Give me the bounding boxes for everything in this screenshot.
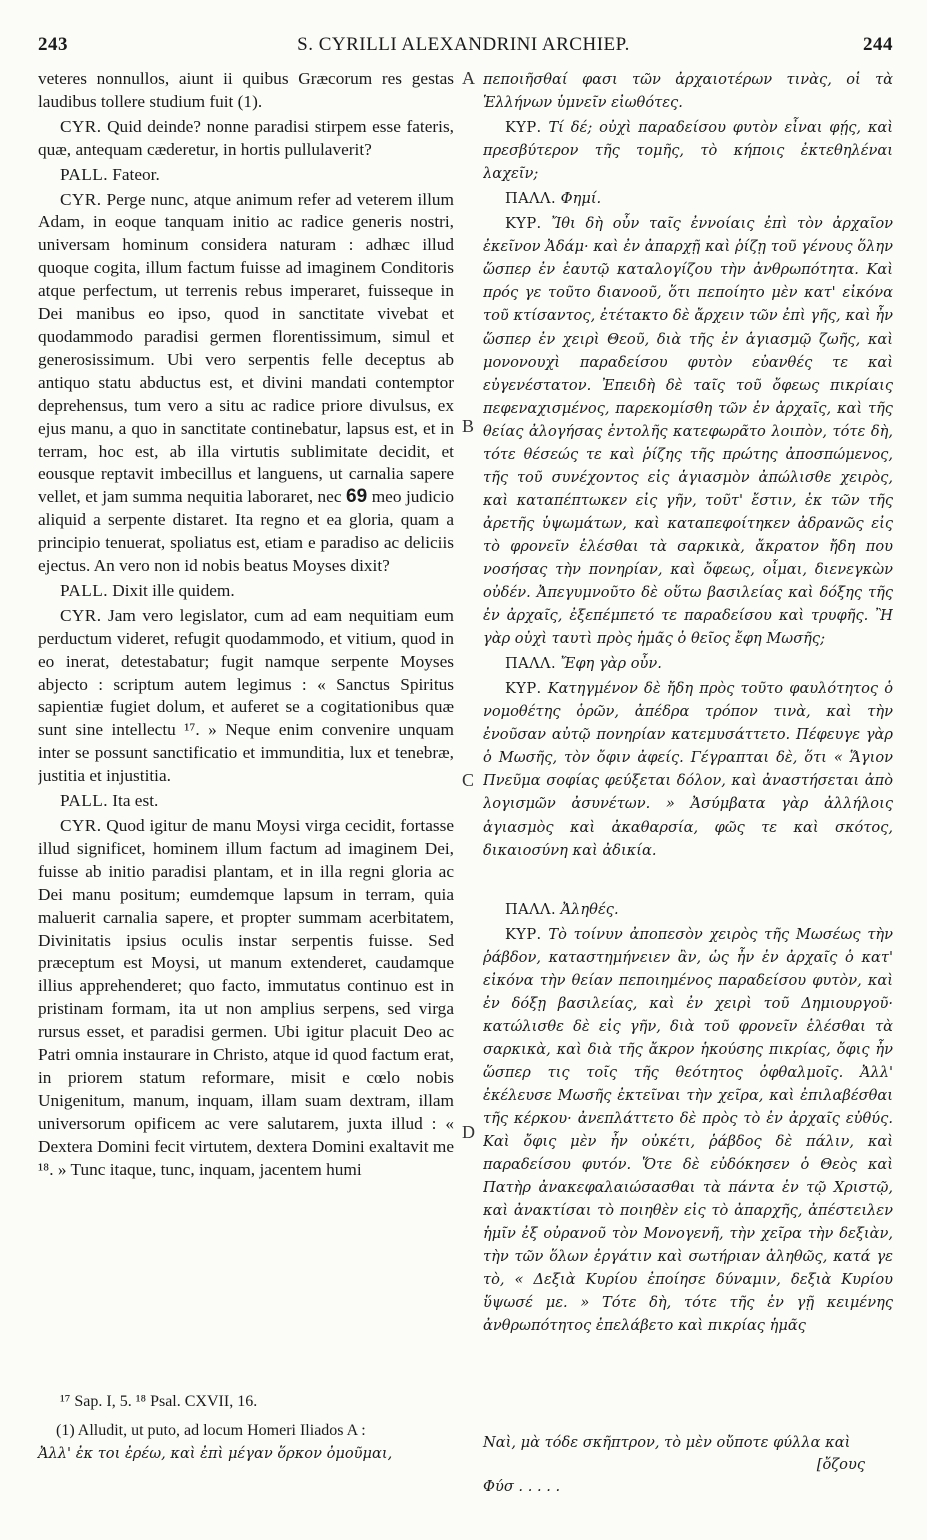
latin-paragraph [38,68,454,114]
speaker-label: ΠΑΛΛ. [505,655,556,673]
speaker-label: ΠΑΛΛ. [505,900,556,918]
speaker-label: ΚΥΡ. [505,215,542,233]
latin-paragraph [38,580,454,603]
latin-text: Jam vero legislator, cum ad eam nequitiam eum perductum videret, refugit quodammodo, et vitium, quod in eo inerat, detestabatur; fugit namque serpente Moyses abjecto : scriptum autem legimus : « Sanctus Spiritus sapientiæ fugiet dolum, et auferet se a cogitationibus quæ sunt sine intellectu ¹⁷. » Neque enim convenire unquam inter se possunt sanctificatio et immunditia, lux et tenebræ, justitia et injustitia. [38,605,454,786]
speaker-label: CYR. [60,189,102,209]
greek-paragraph [483,187,893,210]
greek-paragraph [483,677,893,861]
margin-letter-d: D [462,1122,475,1142]
latin-paragraph [38,790,454,813]
greek-paragraph [483,116,893,185]
latin-column [38,68,454,1380]
latin-text: Ita est. [112,791,159,811]
page-number-right: 244 [863,34,893,55]
greek-text: Ἔφη γὰρ οὖν. [560,655,662,673]
greek-text: Ἀληθές. [560,900,619,918]
greek-text: Κατηγμένον δὲ ἤδη πρὸς τοῦτο φαυλότητος ὁ νομοθέτης ὁρῶν, ἀπέδρα τρόπον τινὰ, καὶ τὴν ἐνοῦσαν αὐτῷ πονηρίαν κατεμυσάττετο. Πέφευγε γὰρ ὁ Μωσῆς, τὸν ὄφιν ἀφείς. Γέγραπται δὲ, ὅτι « Ἅγιον Πνεῦμα σοφίας φεύξεται δόλον, καὶ ἀναστήσεται ἀπὸ λογισμῶν ἀσυνέτων. » Ἀσύμβατα γὰρ ἀλλήλοις ἁγιασμὸς καὶ ἀκαθαρσία, φῶς τε καὶ σκότος, δικαιοσύνη καὶ ἀδικία. [483,680,893,859]
running-title: S. CYRILLI ALEXANDRINI ARCHIEP. [297,34,630,55]
column-number-marker: 69 [346,486,368,508]
footnotes [38,1390,458,1465]
speaker-label: CYR. [60,116,102,136]
latin-text: Quod igitur de manu Moysi virga cecidit, fortasse illud significet, hominem illum factum ad imaginem Dei, fuisse ab initio paradisi plantam, et in illa regni gloria ac Dei manu positum; eumdemque lapsum in terram, quia maluerit carnalia sapere, et propter summam acerbitatem, Divinitatis ipsius oculis instar serpentis fuisse. Sed præceptum est Moysi, ut manum extenderet, caudamque illius apprehenderet; quo facto, immutatus continuo est in pristinam formam, ita ut non amplius serpens, sed virga rursus esset, et paradisi germen. Ubi igitur placuit Deo ac Patri omnia instaurare in Christo, atque id quod factum erat, in priorem statum reformare, misit e cœlo nobis Unigenitum, manum, inquam, illam suam dextram, illam universorum opificem ac vere salutarem, juxta illud : « Dextera Domini fecit virtutem, dextera Domini exaltavit me ¹⁸. » Tunc itaque, tunc, inquam, jacentem humi [38,816,454,1179]
homer-quote-continuation: [ὄζους [816,1456,865,1473]
speaker-label: PALL. [60,791,108,811]
speaker-label: PALL. [60,580,108,600]
margin-letter-a: A [462,68,475,88]
speaker-label: ΚΥΡ. [505,680,542,698]
greek-paragraph [483,212,893,650]
speaker-label: PALL. [60,164,108,184]
speaker-label: CYR. [60,816,102,835]
latin-paragraph [38,189,454,578]
latin-text: Fateor. [112,164,160,184]
speaker-label: ΠΑΛΛ. [505,190,556,208]
speaker-label: ΚΥΡ. [505,925,542,943]
greek-text: πεποιῆσθαί φασι τῶν ἀρχαιοτέρων τινὰς, οἱ τὰ Ἑλλήνων ὑμνεῖν εἰωθότες. [483,71,893,112]
scripture-references: ¹⁷ Sap. I, 5. ¹⁸ Psal. CXVII, 16. [60,1393,258,1410]
speaker-label: ΚΥΡ. [505,119,542,137]
greek-text: Φημί. [560,190,602,208]
greek-text: Τί δέ; οὐχὶ παραδείσου φυτὸν εἶναι φῄς, καὶ πρεσβύτερον τῆς τομῆς, τὸ κήποις ἐκτεθηλέναι λαχεῖν; [483,119,893,183]
greek-paragraph [483,652,893,675]
homer-quote-line: Φύσ . . . . . [483,1478,561,1495]
running-header [0,34,927,60]
greek-text: Τὸ τοίνυν ἀποπεσὸν χειρὸς τῆς Μωσέως τὴν ῥάβδον, καταστημήνειεν ἂν, ὡς ἦν ἐν ἀρχαῖς ὁ κατ' εἰκόνα τὴν θείαν πεποιημένος παραδείσου φυτὸν, καὶ ἐν δόξῃ βασιλείας, καὶ ἐν χειρὶ τοῦ Δημιουργοῦ· κατώλισθε δὲ εἰς γῆν, διὰ τοῦ φρονεῖν ἑλέσθαι τὰ σαρκικὰ, καὶ διὰ τῆς ἄκρον ἡκούσης πικρίας, ὄφις ἦν ὥσπερ τις τοῖς τῆς θεότητος ὀφθαλμοῖς. Ἀλλ' ἐκέλευσε Μωσῆς ἐκτεῖναι τὴν χεῖρα, καὶ ἐπιλαβέσθαι τῆς κέρκου· ἀνεπλάττετο δὲ πρὸς τὸ ἐν ἀρχαῖς εὐθύς. Καὶ ὄφις μὲν ἦν οὐκέτι, ῥάβδος δὲ πάλιν, καὶ παραδείσου φυτόν. Ὅτε δὲ εὐδόκησεν ὁ Θεὸς καὶ Πατὴρ ἀνακεφαλαιώσασθαι τὰ πάντα ἐν τῷ Χριστῷ, καὶ ἀνακτίσαι τὸ ποιηθὲν εἰς τὸ ἀπαρχῆς, ἀπέστειλεν ἡμῖν ἐξ οὐρανοῦ τὸν Μονογενῆ, τὴν χεῖρα τὴν δεξιὰν, τὴν τῶν ὅλων ἐργάτιν καὶ σωτήριαν ἀληθῶς, κατά γε τὸ, « Δεξιὰ Κυρίου ἐποίησε δύναμιν, δεξιὰ Κυρίου ὕψωσέ με. » Τότε δὴ, τότε τῆς ἐν γῇ κειμένης ἀνθρωπότητος ἐπελάβετο καὶ πικρίας ἡμᾶς [483,925,893,1335]
latin-paragraph [38,605,454,788]
footnote-1-quote: Ἀλλ' ἐκ τοι ἐρέω, καὶ ἐπὶ μέγαν ὅρκον ὀμοῦμαι, [38,1445,393,1462]
latin-paragraph [38,815,454,1182]
latin-text: Perge nunc, atque animum refer ad veterem illum Adam, in eoque tanquam initio ac radice generis nostri, universam hominum considera naturam : adhæc illud quoque cogita, illum factum fuisse ad imaginem Conditoris atque perfectum, ut terrenis rebus imperaret, fuisseque in Dei manibus eo ipso, quod in sanctitate vivebat et quodammodo paradisi germen florentissimum, simul et generosissimum. Ubi vero serpentis felle deceptus ab antiquo statu abductus est, et divini mandati contemptor deprehensus, tum vero a situ ac radice priore divulsus, ex ejus manu, a quo in sanctitate continebatur, lapsus est, et in terram, hoc est, ab illa virtutis sublimitate decidit, et eousque reptavit imbecillus et languens, ut carnalia sapere vellet, et jam summa nequitia laboraret, nec [38,189,454,507]
homer-quote-line: Ναὶ, μὰ τόδε σκῆπτρον, τὸ μὲν οὔποτε φύλλα καὶ [483,1434,851,1451]
latin-text: Dixit ille quidem. [112,580,235,600]
greek-paragraph [483,68,893,114]
latin-text: Quid deinde? nonne paradisi stirpem esse fateris, quæ, antequam cæderetur, in hortis pullulaverit? [38,116,454,159]
margin-letter-b: B [462,416,475,436]
greek-column [483,68,893,1380]
greek-paragraph [483,898,893,921]
latin-paragraph [38,116,454,162]
page-number-left: 243 [38,34,68,55]
greek-paragraph [483,923,893,1338]
margin-letter-c: C [462,770,475,790]
latin-text: veteres nonnullos, aiunt ii quibus Græcorum res gestas laudibus tollere studium fuit (1). [38,69,454,111]
latin-paragraph [38,164,454,187]
homer-quote [483,1432,893,1498]
speaker-label: CYR. [60,605,102,625]
latin-text: meo judicio aliquid a serpente distaret. Ita regno et ea gloria, quam a principio tenuerat, spoliatus est, etiam e paradiso ac deliciis ejectus. An vero non id nobis beatus Moyses dixit? [38,487,454,576]
footnote-1: (1) Alludit, ut puto, ad locum Homeri Iliados A : [56,1422,366,1439]
greek-text: Ἴθι δὴ οὖν ταῖς ἐννοίαις ἐπὶ τὸν ἀρχαῖον ἐκεῖνον Ἀδάμ· καὶ ἐν ἀπαρχῇ καὶ ῥίζῃ τοῦ γένους ὅλην ὥσπερ ἐν ἑαυτῷ καταλογίζου τὴν ἀνθρωπότητα. Καὶ πρός γε τοῦτο διανοοῦ, ὅτι πεποίητο μὲν κατ' εἰκόνα τοῦ κτίσαντος, ἐτέτακτο δὲ ἄρχειν τῶν ἐπὶ γῆς, καὶ ἦν ὥσπερ ἐν χειρὶ Θεοῦ, διὰ τῆς ἐν ἁγιασμῷ ζωῆς, καὶ μονονουχὶ παραδείσου φυτὸν εὐανθές τε καὶ εὐγενέστατον. Ἐπειδὴ δὲ ταῖς τοῦ ὄφεως πικρίαις πεφεναχισμένος, παρεκομίσθη τῶν ἐν ἀρχαῖς, καὶ τῆς θείας ἀλογήσας ἐντολῆς κατεφωρᾶτο λοιπὸν, τότε δὴ, τότε θέσεώς τε καὶ ῥίζης τῆς πρώτης ἀποσπώμενος, τῆς τοῦ συνέχοντος εἰς ἁγιασμὸν ἀπώλισθε χειρὸς, καὶ καταπέπτωκεν εἰς γῆν, τοῦτ' ἔστιν, ἐκ τῶν τῆς ἀρετῆς ὑψωμάτων, καὶ καταπεφοίτηκεν ἀδρανῶς εἰς τὸ φρονεῖν ἑλέσθαι τὰ σαρκικὰ, ἄκρατον ἤδη που νοσήσας τὴν πονηρίαν, καὶ ὄφεως, οἶμαι, διενεγκὼν οὐδέν. Ἀπεγυμνοῦτο δὲ οὕτω βασιλείας καὶ δόξης τῆς ἐν ἀρχαῖς, ἐξεπέμπετό τε παραδείσου καὶ τρυφῆς. Ἢ γὰρ οὐχὶ ταυτὶ πρὸς ἡμᾶς ὁ θεῖος ἔφη Μωσῆς; [483,215,893,648]
